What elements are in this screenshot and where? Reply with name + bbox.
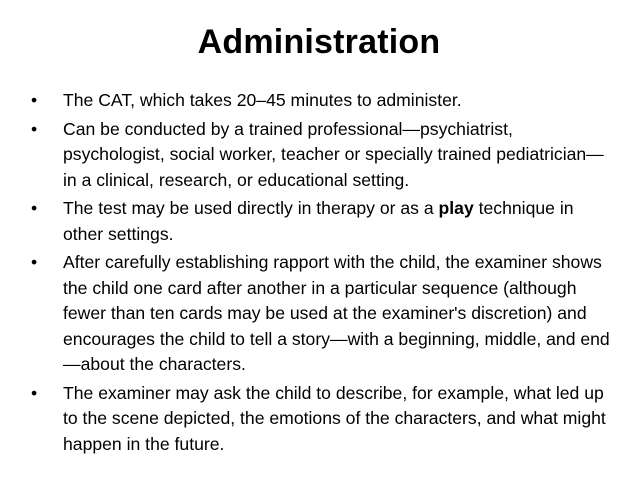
bullet-item — [30, 250, 610, 378]
bullet-point-icon: • — [31, 90, 38, 110]
bullet-point-icon: • — [31, 118, 38, 139]
bullet-emphasis-play: play — [438, 198, 474, 218]
bullet-text: Can be conducted by a trained professional—psychiatrist, psychologist, social worker, teacher or specially trained pediatrician—in a clinical, research, or educational setting. — [63, 118, 604, 190]
bullet-list — [30, 88, 610, 460]
bullet-point-icon: • — [31, 252, 38, 272]
bullet-point-icon: • — [31, 198, 38, 218]
bullet-item — [30, 381, 610, 458]
bullet-text-start: The test may be used directly in therapy or as a — [63, 198, 439, 218]
bullet-point-icon: • — [31, 382, 38, 403]
bullet-text: The examiner may ask the child to describe, for example, what led up to the scene depicted, the emotions of the characters, and what might happen in the future. — [63, 382, 606, 454]
slide-title: Administration — [197, 23, 441, 61]
bullet-text: After carefully establishing rapport with the child, the examiner shows the child one card after another in a particular sequence (although fewer than ten cards may be used at the examiner's discretion) and encourages the child to tell a story—with a beginning, middle, and end—about the characters. — [63, 252, 610, 374]
bullet-item — [30, 88, 610, 114]
bullet-item — [30, 196, 610, 247]
bullet-text-end: technique in other settings. — [63, 198, 574, 244]
bullet-item — [30, 117, 610, 194]
bullet-text: The CAT, which takes 20–45 minutes to administer. — [63, 90, 462, 110]
